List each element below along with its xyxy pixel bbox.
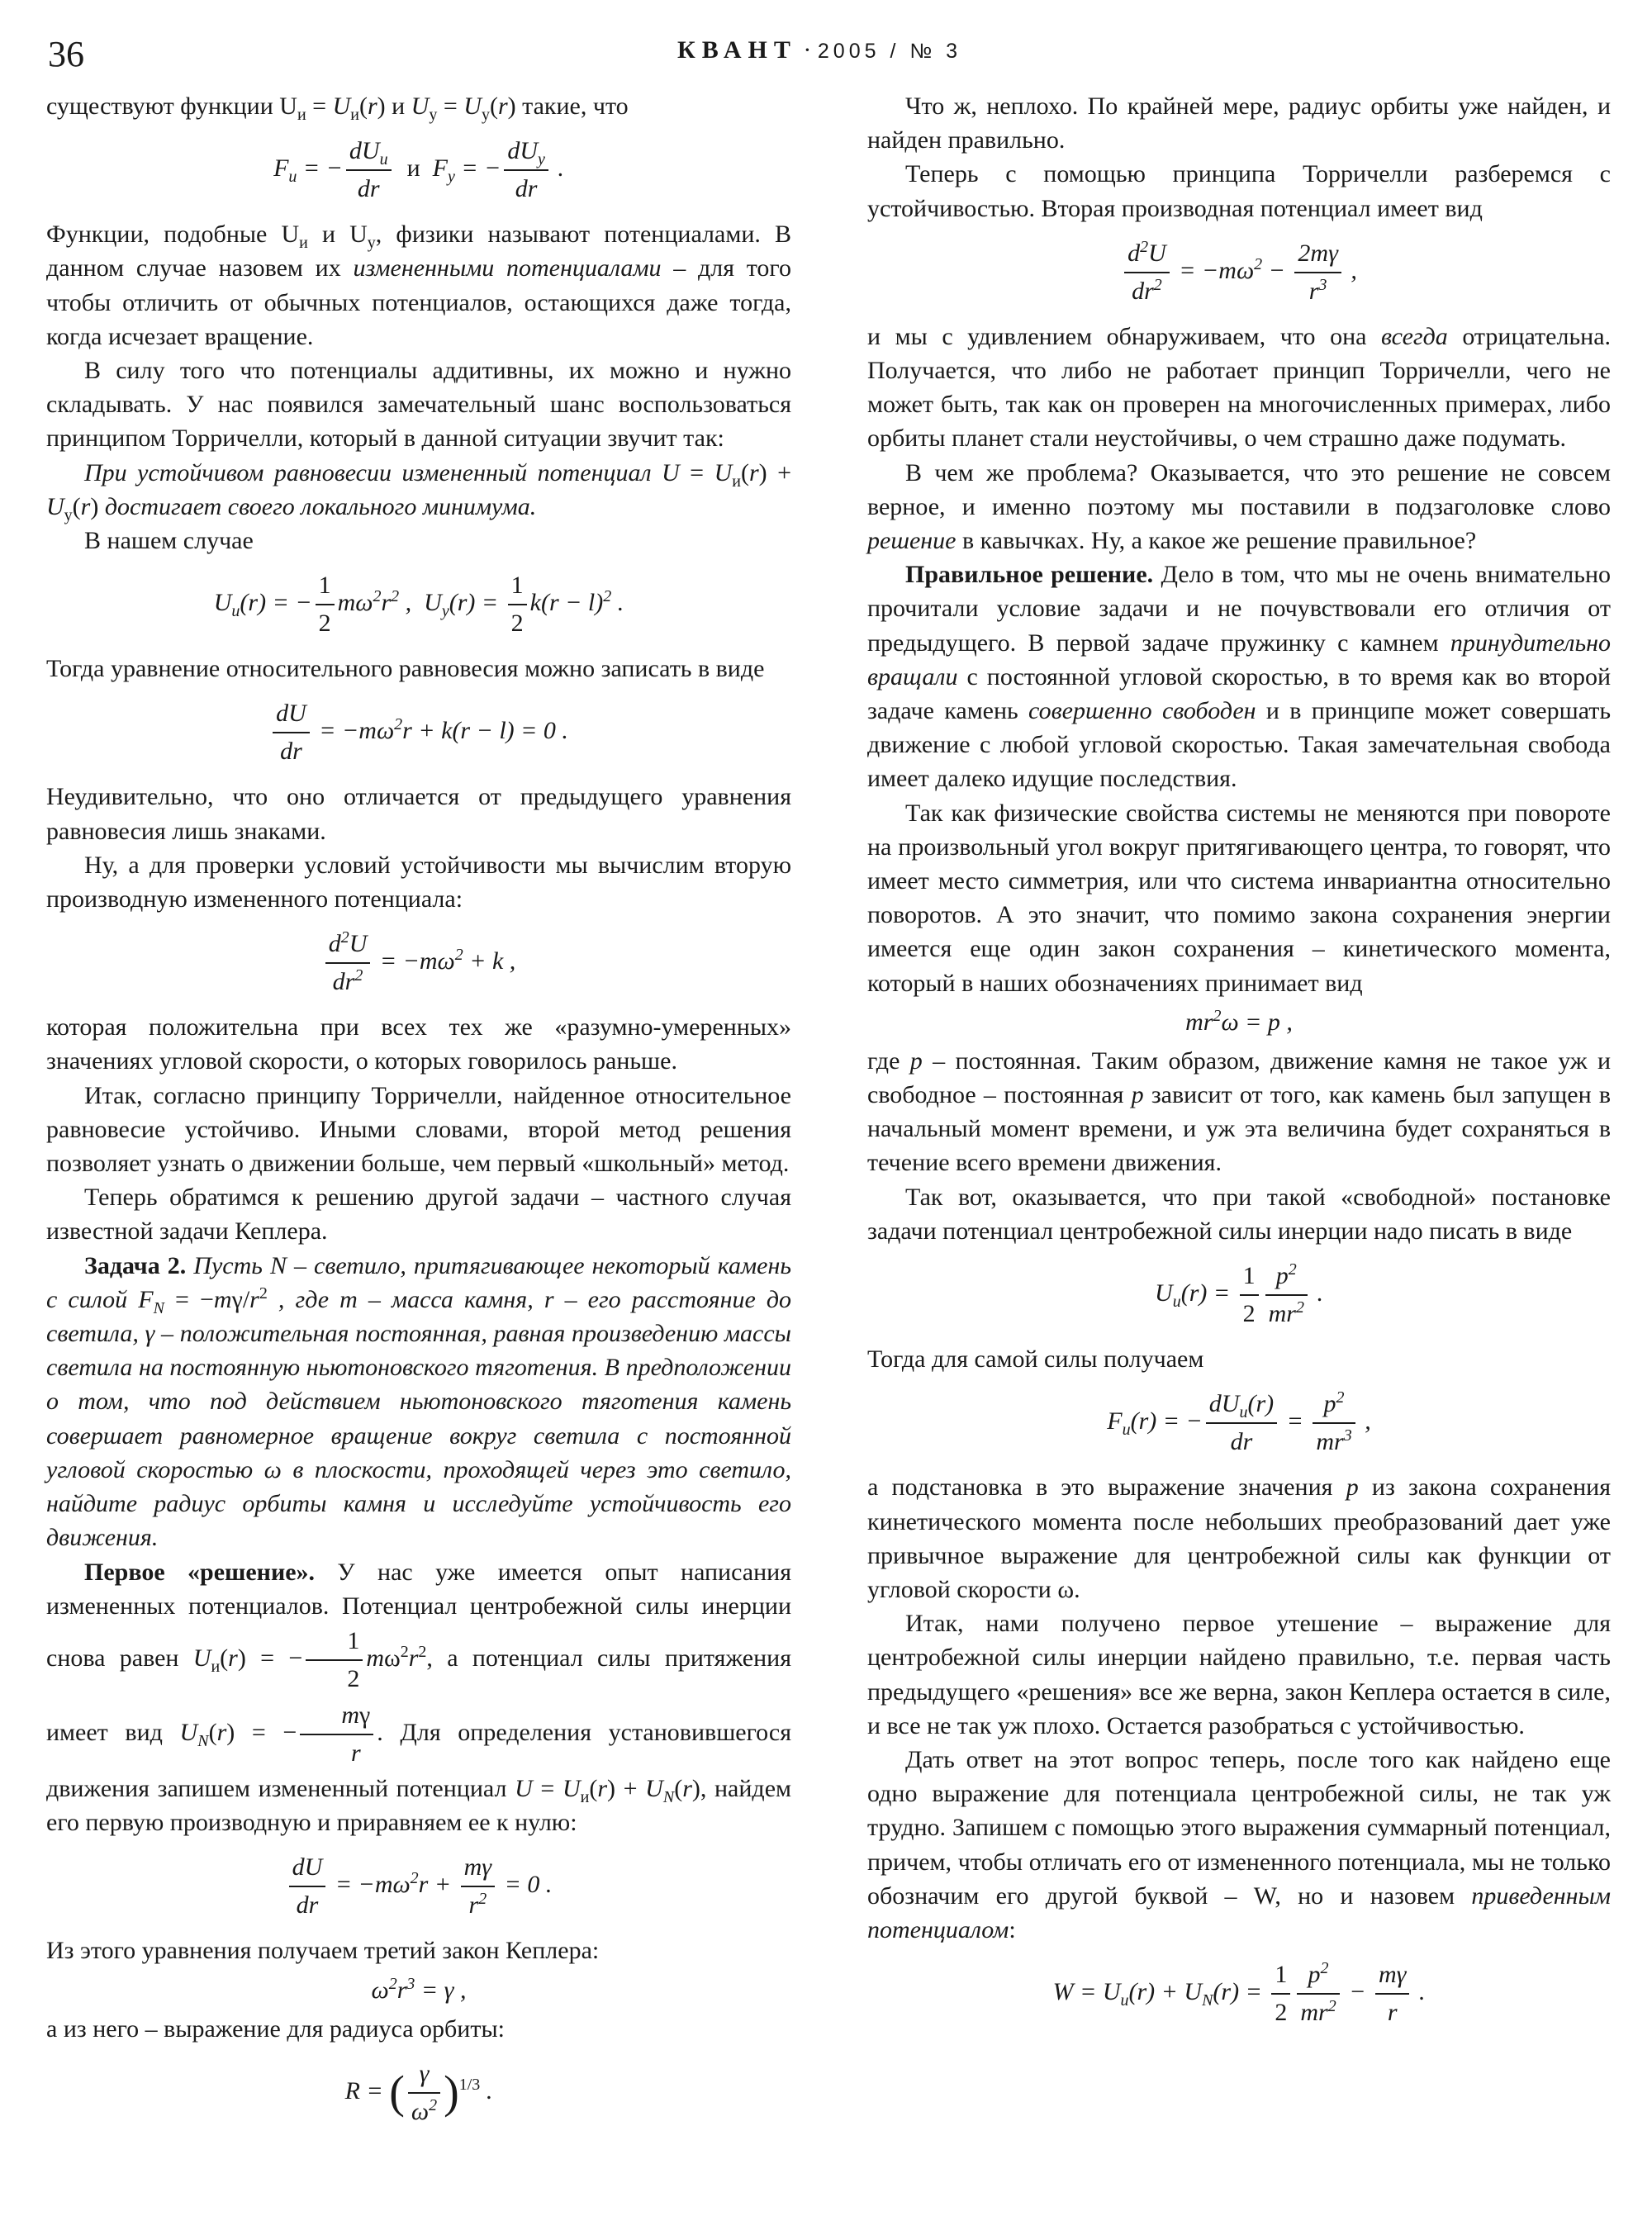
paragraph: и мы с удивлением обнаруживаем, что она всегда отрицательна. Получается, что либо не работает принцип Торричелли, чего не может быть, так как он проверен на многочисленных примерах, либо орбиты планет стали неустойчивы, о чем страшно даже подумать. xyxy=(867,322,1612,453)
paragraph: Так как физические свойства системы не меняются при повороте на произвольный угол вокруг притягивающего центра, то говорят, что имеет место симметрия, или что система инвариантна относительно поворотов. А это значит, что помимо закона сохранения энергии имеется еще один закон сохранения – кинетического момента, который в наших обозначениях принимает вид xyxy=(867,799,1611,997)
paragraph: а подстановка в это выражение значения p из закона сохранения кинетического момента после небольших преобразований дает уже привычное выражение для центробежной силы как функции от угловой скорости ω. xyxy=(867,1473,1612,1603)
equation-kepler-derivative: $\frac{dU}{dr}$ = $-m\omega^2r$ + $\frac{m\gamma}{r^2}$ = 0 . xyxy=(46,1844,791,1929)
paragraph: где p – постоянная. Таким образом, движение камня не такое уж и свободное – постоянная p зависит от того, как камень был запущен в начальный момент времени, и уж эта величина будет сохраняться в течение всего времени движения. xyxy=(867,1046,1612,1177)
equation-first-derivative: $\frac{dU}{dr}$ = $-m\omega^2r + k(r - l) = 0$ . xyxy=(46,690,791,775)
running-header xyxy=(677,36,961,64)
paragraph: а из него – выражение для радиуса орбиты: xyxy=(46,2014,505,2043)
paragraph: В силу того что потенциалы аддитивны, их можно и нужно складывать. У нас появился замечательный шанс воспользоваться принципом Торричелли, который в данной ситуации звучит так: xyxy=(46,357,791,453)
paragraph: Тогда для самой силы получаем xyxy=(867,1345,1204,1374)
paragraph: Дать ответ на этот вопрос теперь, после того как найдено еще одно выражение для потенциала центробежной силы, не так уж трудно. Запишем с помощью этого выражения суммарный потенциал, причем, чтобы отличать его от измененного потенциала, мы не только обозначим его другой буквой – W, но и назовем приведенным потенциалом: xyxy=(867,1745,1612,1943)
paragraph: В чем же проблема? Оказывается, что это решение не совсем верное, и именно поэтому мы поставили в подзаголовке слово решение в кавычках. Ну, а какое же решение правильное? xyxy=(867,458,1611,555)
page-number: 36 xyxy=(48,34,84,74)
equation-angular-momentum: $mr^2\omega = p$ , xyxy=(1185,1006,1293,1036)
paragraph: В нашем случае xyxy=(84,527,254,555)
paragraph: которая положительна при всех тех же «разумно-умеренных» значениях угловой скорости, о которых говорилось раньше. xyxy=(46,1013,791,1075)
paragraph: Ну, а для проверки условий устойчивости мы вычислим вторую производную измененного потенциала: xyxy=(46,851,791,913)
right-column xyxy=(867,89,1611,2041)
paragraph: Что ж, неплохо. По крайней мере, радиус орбиты уже найден, и найден правильно. xyxy=(867,93,1611,154)
issue-number: 2005 / № 3 xyxy=(817,40,962,63)
paragraph: Итак, согласно принципу Торричелли, найденное относительное равновесие устойчиво. Иными словами, второй метод решения позволяет узнать о движении больше, чем первый «школьный» метод. xyxy=(46,1081,791,1178)
section-paragraph: Первое «решение». У нас уже имеется опыт написания измененных потенциалов. Потенциал центробежной силы инерции снова равен $U_и(r)$ = − $\frac{1}{2}$ $m\omega^2r^2$, а потенциал силы притяжения имеет вид $U_N(r)$ = − $\frac{m\gamma}{r}$ . Для определения установившегося движения запишем измененный потенциал $U = U_и(r) + U_N(r)$, найдем его первую производную и приравняем ее к нулю: xyxy=(46,1558,792,1837)
equation-reduced-potential: $W = U_и(r) + U_N(r)$ = $\frac{1}{2}$ $\frac{p^2}{mr^2}$ − $\frac{m\gamma}{r}$ . xyxy=(867,1952,1611,2036)
paragraph: Итак, нами получено первое утешение – выражение для центробежной силы инерции найдено правильно, т.е. первая часть предыдущего «решения» все же верна, закон Кеплера остается в силе, и все не так уж плохо. Остается разобраться с устойчивостью. xyxy=(867,1610,1611,1739)
header-separator: · xyxy=(803,36,812,64)
equation-second-derivative-kepler: $\frac{d^2U}{dr^2}$ = $-m\omega^2$ − $\frac{2m\gamma}{r^3}$ , xyxy=(867,230,1611,315)
equation-orbit-radius: R = ( $\frac{\gamma}{\omega^2}$ )$^{1/3}$ . xyxy=(46,2051,791,2135)
section-label: Правильное решение. xyxy=(905,561,1154,589)
paragraph-italic: При устойчивом равновесии измененный потенциал $U = U_и(r) + U_у(r)$ достигает своего локального минимума. xyxy=(46,458,791,524)
task-paragraph: Задача 2. Пусть N – светило, притягивающее некоторый камень с силой $F_N = -m\gamma/r^2$ , где m – масса камня, r – его расстояние до светила, γ – положительная постоянная, равная произведению массы светила на постоянную ньютоновского тяготения. В предположении о том, что под действием ньютоновского тяготения камень совершает равномерное вращение вокруг светила с постоянной угловой скоростью ω в плоскости, проходящей через это светило, найдите радиус орбиты камня и исследуйте устойчивость его движения. xyxy=(46,1251,792,1552)
paragraph: Теперь обратимся к решению другой задачи – частного случая известной задачи Кеплера. xyxy=(46,1184,791,1246)
equation-centrifugal-force: $F_и(r)$ = − $\frac{dU_и(r)}{dr}$ = $\frac{p^2}{mr^3}$ , xyxy=(867,1381,1611,1465)
magazine-title: КВАНТ xyxy=(677,36,797,64)
paragraph: Из этого уравнения получаем третий закон Кеплера: xyxy=(46,1937,600,1965)
paragraph: Функции, подобные $U_и$ и $U_у$, физики называют потенциалами. В данном случае назовем их измененными потенциалами – для того чтобы отличить от обычных потенциалов, остающихся даже тогда, когда исчезает вращение. xyxy=(46,221,791,350)
paragraph: Так вот, оказывается, что при такой «свободной» постановке задачи потенциал центробежной силы инерции надо писать в виде xyxy=(867,1183,1611,1245)
paragraph: существуют функции $U_и = U_и(r)$ и $U_у = U_у(r)$ такие, что xyxy=(46,93,629,124)
section-label: Первое «решение». xyxy=(84,1558,316,1586)
equation-centrifugal-potential: $U_и(r)$ = $\frac{1}{2}$ $\frac{p^2}{mr^2}$ . xyxy=(867,1253,1611,1337)
paragraph: Неудивительно, что оно отличается от предыдущего уравнения равновесия лишь знаками. xyxy=(46,783,791,845)
equation-forces: $F_и$ = − $\frac{dU_и}{dr}$ и $F_у$ = − $\frac{dU_у}{dr}$ . xyxy=(46,128,791,212)
equation-kepler-third-law: $\omega^2r^3 = \gamma$ , xyxy=(371,1974,467,2004)
left-column xyxy=(46,89,791,2140)
section-paragraph: Правильное решение. Дело в том, что мы не очень внимательно прочитали условие задачи и не почувствовали его отличия от предыдущего. В первой задаче пружинку с камнем принудительно вращали с постоянной угловой скоростью, в то время как во второй задаче камень совершенно свободен и в принципе может совершать движение с любой угловой скоростью. Такая замечательная свобода имеет далеко идущие последствия. xyxy=(867,561,1612,793)
paragraph: Тогда уравнение относительного равновесия можно записать в виде xyxy=(46,655,765,683)
equation-second-derivative: $\frac{d^2U}{dr^2}$ = $-m\omega^2 + k$ , xyxy=(46,921,791,1005)
paragraph: Теперь с помощью принципа Торричелли разберемся с устойчивостью. Вторая производная потенциал имеет вид xyxy=(867,160,1611,222)
equation-potentials: $U_и(r)$ = − $\frac{1}{2}$ $m\omega^2r^2$ , $U_у(r)$ = $\frac{1}{2}$ $k(r - l)^2$ . xyxy=(46,562,791,647)
task-label: Задача 2. xyxy=(84,1251,187,1279)
